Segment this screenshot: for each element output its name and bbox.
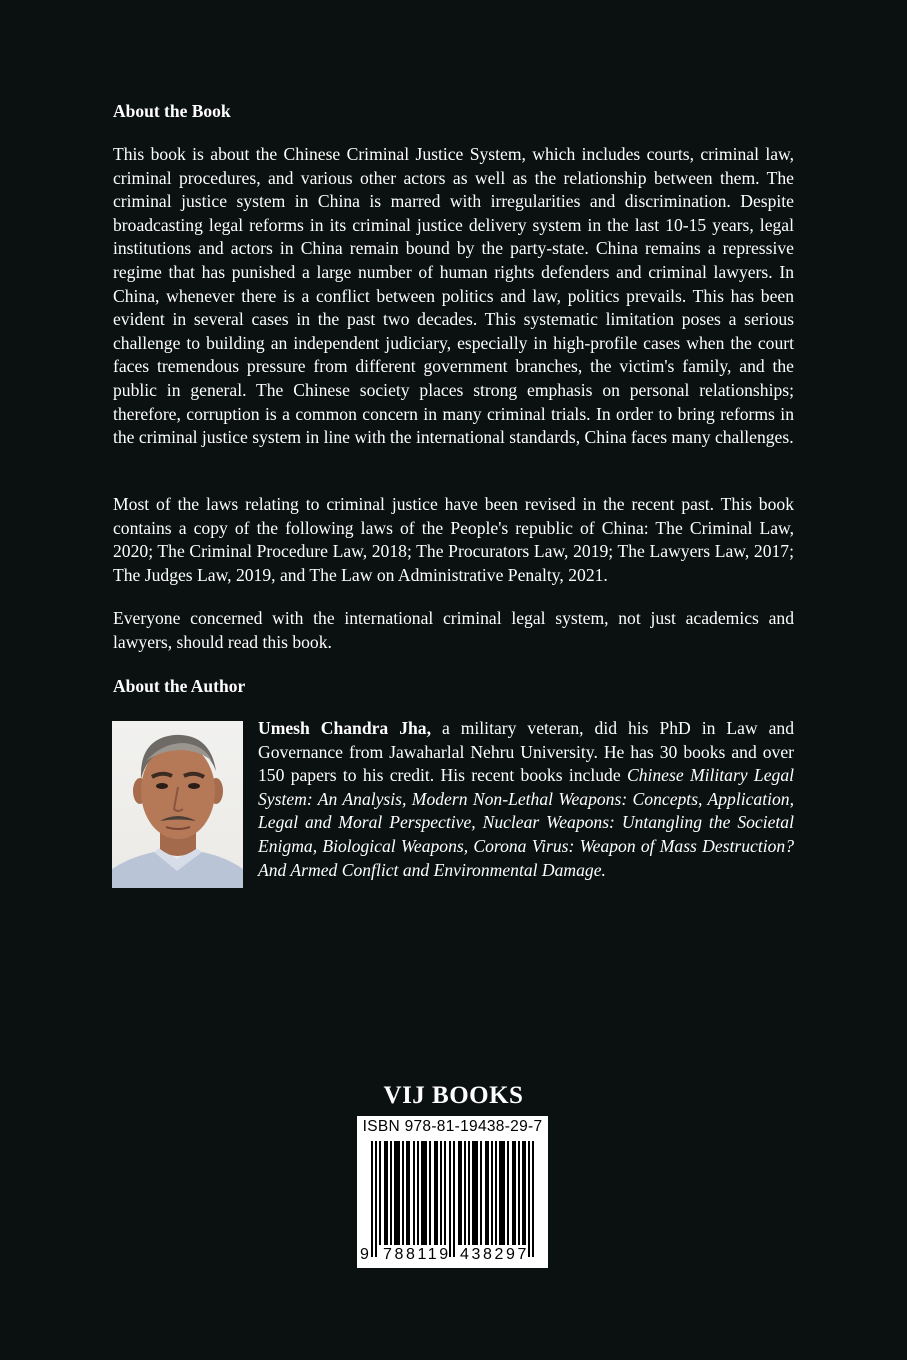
about-author-heading: About the Author: [113, 676, 246, 696]
barcode-bars: [371, 1141, 536, 1257]
barcode-digits-left: 788119: [383, 1246, 451, 1263]
publisher-name: VIJ BOOKS: [383, 1082, 524, 1109]
author-recent-books: Chinese Military Legal System: An Analysis, Modern Non-Lethal Weapons: Concepts, Application, Legal and Moral Perspective, Nuclear Weapons: Untangling the Societal Enigma, Biological Weapons, Corona Virus: Weapon of Mass Destruction? And Armed Conflict and Environmental Damage.: [258, 765, 794, 880]
laws-included-paragraph: Most of the laws relating to criminal justice have been revised in the recent past. This book contains a copy of the following laws of the People's republic of China: The Criminal Law, 2020; The Criminal Procedure Law, 2018; The Procurators Law, 2019; The Lawyers Law, 2017; The Judges Law, 2019, and The Law on Administrative Penalty, 2021.: [113, 494, 794, 585]
audience-paragraph: Everyone concerned with the international criminal legal system, not just academics and lawyers, should read this book.: [113, 608, 794, 652]
book-description-paragraph: This book is about the Chinese Criminal Justice System, which includes courts, criminal law, criminal procedures, and various other actors as well as the relationship between them. The criminal justice system in China is marred with irregularities and discrimination. Despite broadcasting legal reforms in its criminal justice delivery system in the last 10-15 years, legal institutions and actors in China remain bound by the party-state. China remains a repressive regime that has punished a large number of human rights defenders and criminal lawyers. In China, whenever there is a conflict between politics and law, politics prevails. This has been evident in several cases in the past two decades. This systematic limitation poses a serious challenge to building an independent judiciary, especially in high-profile cases when the court faces tremendous pressure from different government branches, the victim's family, and the public in general. The Chinese society places strong emphasis on personal relationships; therefore, corruption is a common concern in many criminal trials. In order to bring reforms in the criminal justice system in line with the international standards, China faces many challenges.: [113, 144, 794, 448]
barcode-digit-lead: 9: [360, 1246, 369, 1263]
isbn-label: ISBN 978-81-19438-29-7: [362, 1118, 543, 1135]
about-book-heading: About the Book: [113, 101, 231, 121]
author-bio: [258, 717, 794, 882]
author-name: Umesh Chandra Jha,: [258, 718, 431, 738]
author-bio-text: a military veteran, did his PhD in Law and Governance from Jawaharlal Nehru University. He has 30 books and over 150 papers to his credit. His recent books include: [258, 718, 794, 786]
author-photo: [112, 721, 243, 888]
barcode-digits-right: 438297: [460, 1246, 529, 1263]
isbn-barcode: [357, 1116, 548, 1268]
